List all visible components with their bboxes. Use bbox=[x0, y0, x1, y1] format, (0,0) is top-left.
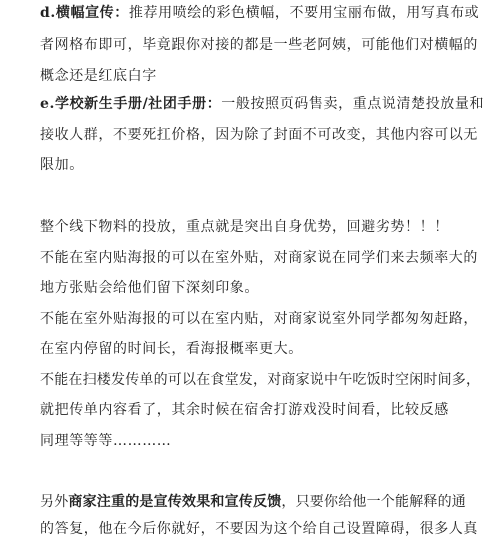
summary-line-7: 就把传单内容看了，其余时候在宿舍打游戏没时间看，比较反感 bbox=[40, 402, 449, 418]
summary-line-4: 不能在室外贴海报的可以在室内贴，对商家说室外同学都匆匆赶路， bbox=[40, 311, 478, 327]
summary-line-3: 地方张贴会给他们留下深刻印象。 bbox=[40, 280, 259, 296]
closing-prefix: 另外 bbox=[40, 494, 69, 510]
closing-line-1 bbox=[40, 493, 485, 511]
closing-line-2: 的答复，他在今后你就好，不要因为这个给自己设置障碍，很多人真 bbox=[40, 521, 478, 537]
paragraph-d-label: d.横幅宣传： bbox=[40, 5, 129, 21]
summary-line-2: 不能在室内贴海报的可以在室外贴，对商家说在同学们来去频率大的 bbox=[40, 250, 478, 266]
summary-line-8: 同理等等等………… bbox=[40, 433, 172, 449]
closing-rest: ，只要你给他一个能解释的通 bbox=[281, 494, 467, 510]
summary-line-5: 在室内停留的时间长，看海报概率更大。 bbox=[40, 341, 303, 357]
summary-line-1: 整个线下物料的投放，重点就是突出自身优势，回避劣势！！！ bbox=[40, 219, 449, 235]
paragraph-e-line-1 bbox=[40, 95, 485, 113]
paragraph-e-text: 一般按照页码售卖，重点说清楚投放量和 bbox=[221, 96, 485, 112]
paragraph-e-line-3: 限加。 bbox=[40, 157, 84, 173]
paragraph-d-line-1 bbox=[40, 4, 485, 22]
paragraph-d-text: 推荐用喷绘的彩色横幅，不要用宝丽布做，用写真布或 bbox=[128, 5, 480, 21]
paragraph-d-line-3: 概念还是红底白字 bbox=[40, 68, 157, 84]
paragraph-e-label: e.学校新生手册/社团手册： bbox=[40, 96, 222, 112]
paragraph-e-line-2: 接收人群，不要死扛价格，因为除了封面不可改变，其他内容可以无 bbox=[40, 127, 478, 143]
summary-line-6: 不能在扫楼发传单的可以在食堂发，对商家说中午吃饭时空闲时间多， bbox=[40, 372, 481, 388]
closing-bold-text: 商家注重的是宣传效果和宣传反馈 bbox=[68, 494, 282, 510]
paragraph-d-line-2: 者网格布即可，毕竟跟你对接的都是一些老阿姨，可能他们对横幅的 bbox=[40, 37, 478, 53]
